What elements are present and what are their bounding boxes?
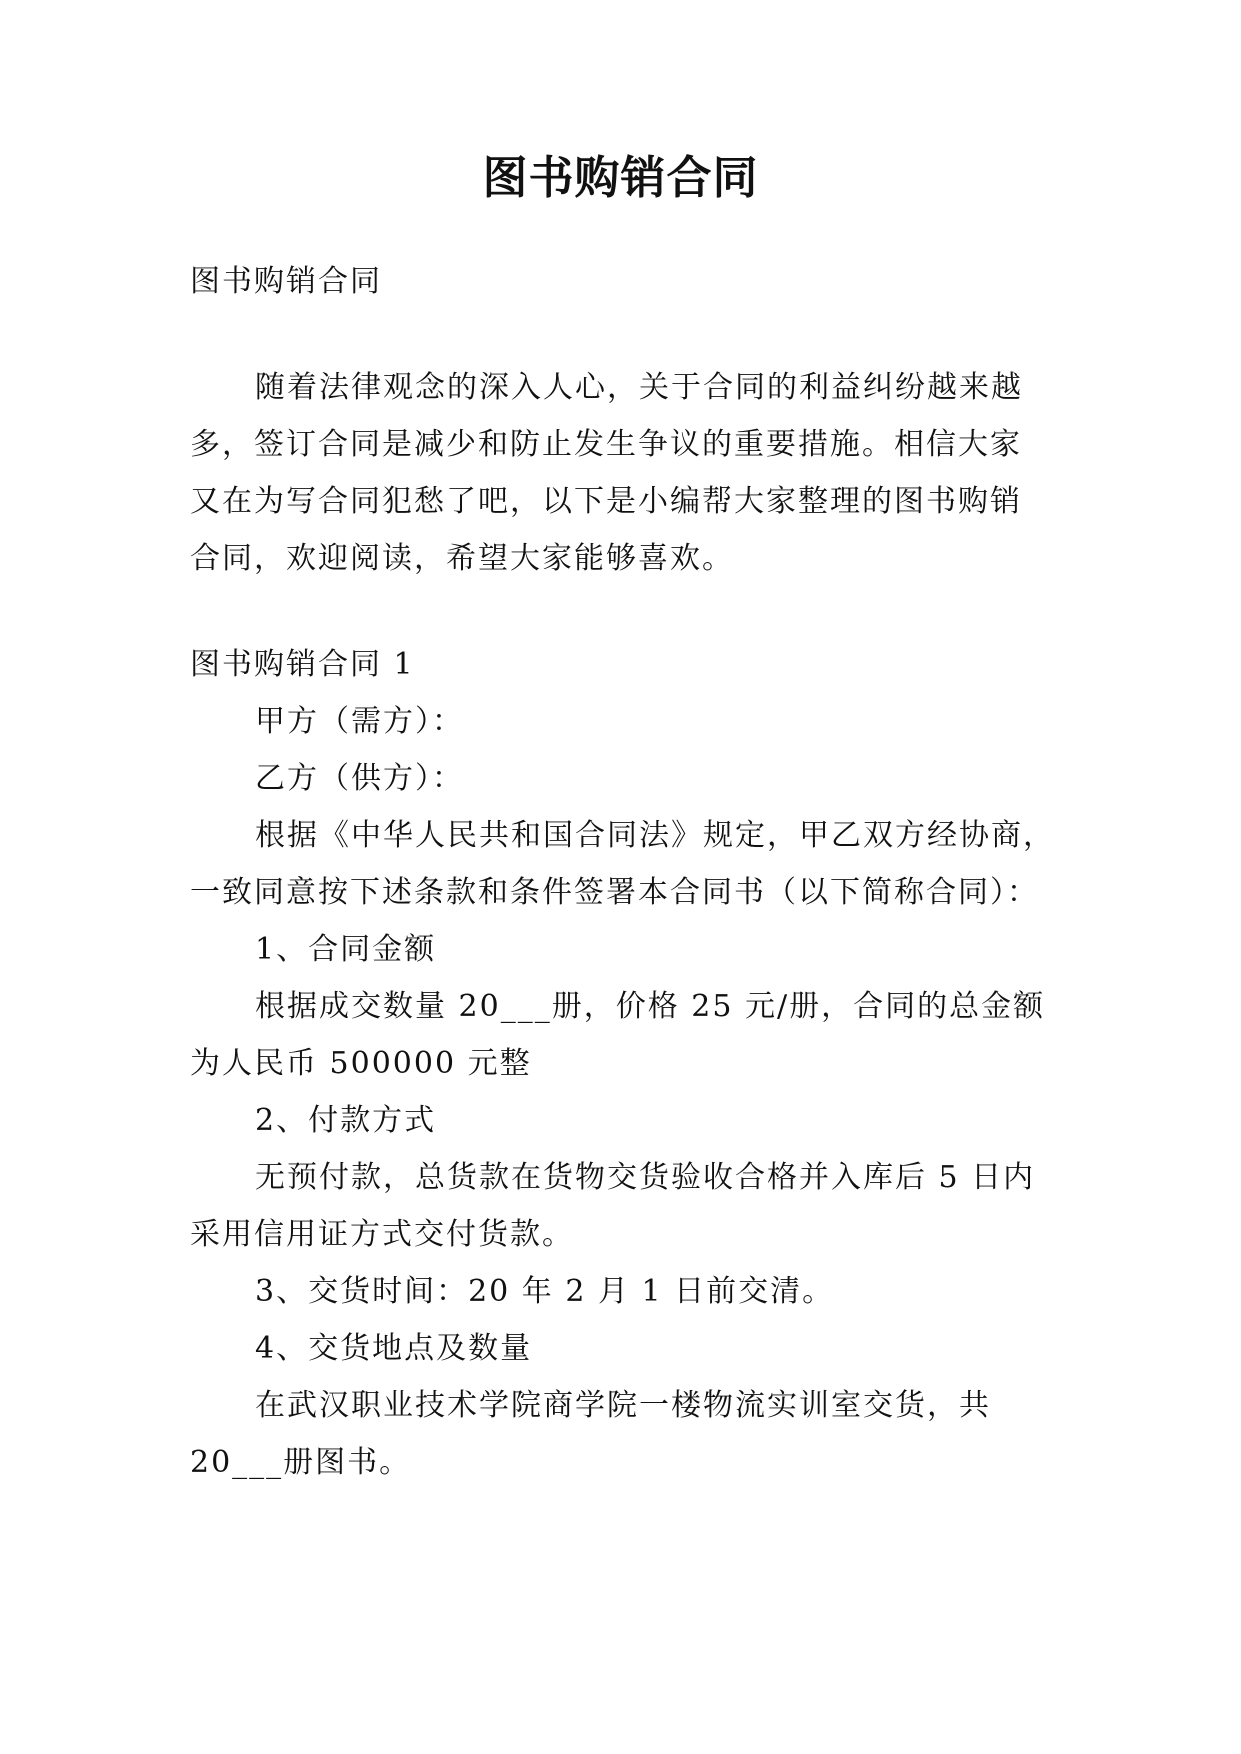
basis-line-2: 一致同意按下述条款和条件签署本合同书（以下简称合同）： — [190, 875, 1039, 910]
section3-line: 3、交货时间：20 年 2 月 1 日前交清。 — [255, 1274, 835, 1309]
party-a-label: 甲方（需方）： — [255, 704, 464, 739]
party-b-label: 乙方（供方）： — [255, 761, 464, 796]
intro-line-2: 多，签订合同是减少和防止发生争议的重要措施。相信大家 — [190, 427, 1022, 462]
section2-line-2: 采用信用证方式交付货款。 — [190, 1217, 574, 1252]
intro-line-1: 随着法律观念的深入人心，关于合同的利益纠纷越来越 — [255, 370, 1023, 405]
contract1-heading: 图书购销合同 1 — [190, 647, 415, 682]
section4-title: 4、交货地点及数量 — [255, 1331, 533, 1366]
intro-line-3: 又在为写合同犯愁了吧，以下是小编帮大家整理的图书购销 — [190, 484, 1022, 519]
section4-line-1: 在武汉职业技术学院商学院一楼物流实训室交货，共 — [255, 1388, 991, 1423]
section1-title: 1、合同金额 — [255, 932, 437, 967]
document-title: 图书购销合同 — [482, 151, 759, 204]
intro-line-4: 合同，欢迎阅读，希望大家能够喜欢。 — [190, 541, 734, 576]
section1-line-1: 根据成交数量 20___册，价格 25 元/册，合同的总金额 — [255, 989, 1046, 1024]
section4-line-2: 20___册图书。 — [190, 1445, 412, 1480]
section1-line-2: 为人民币 500000 元整 — [190, 1046, 532, 1081]
section2-title: 2、付款方式 — [255, 1103, 437, 1138]
document-subtitle: 图书购销合同 — [190, 264, 382, 299]
section2-line-1: 无预付款，总货款在货物交货验收合格并入库后 5 日内 — [255, 1160, 1036, 1195]
basis-line-1: 根据《中华人民共和国合同法》规定，甲乙双方经协商， — [255, 818, 1055, 853]
